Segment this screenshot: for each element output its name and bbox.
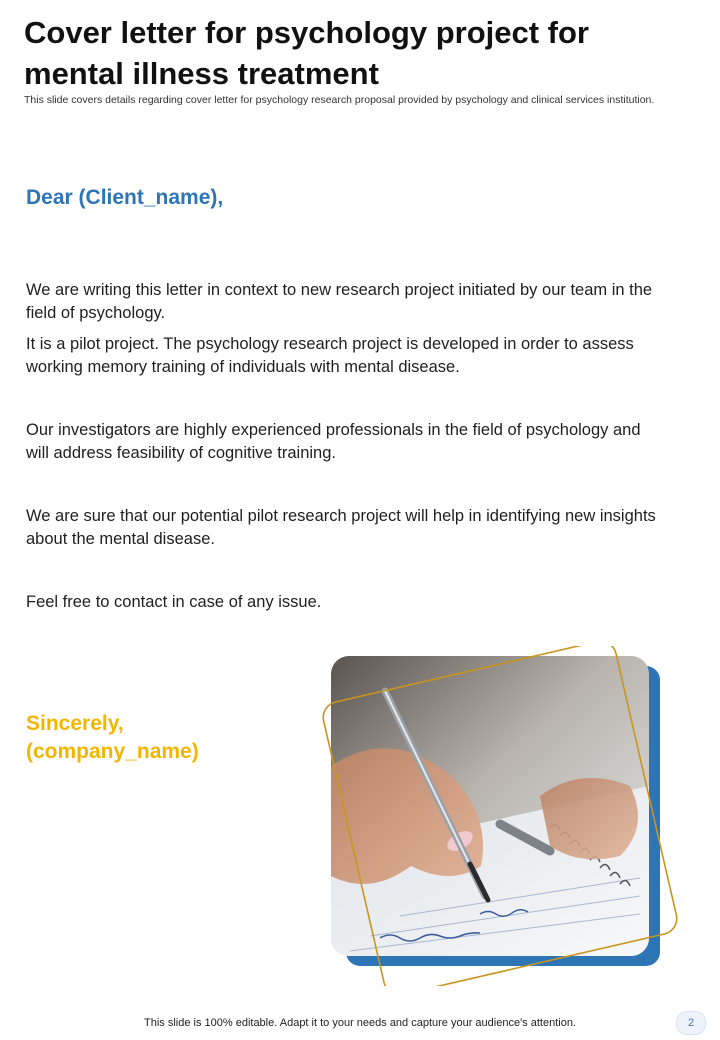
closing-company-name: (company_name) [26, 740, 199, 763]
page-title: Cover letter for psychology project for mental illness treatment [24, 15, 589, 91]
letter-paragraph-5: Feel free to contact in case of any issue. [26, 593, 322, 611]
letter-closing [26, 710, 199, 766]
photo [331, 656, 649, 956]
letter-greeting: Dear (Client_name), [26, 186, 224, 209]
hand-writing-with-pen-icon [310, 646, 680, 986]
writing-photo-group [310, 646, 680, 986]
closing-salutation: Sincerely, [26, 712, 124, 735]
letter-paragraph-2: It is a pilot project. The psychology research project is developed in order to assess working memory training of individuals with mental disease. [26, 335, 634, 376]
letter-paragraph-1: We are writing this letter in context to new research project initiated by our team in the field of psychology. [26, 281, 653, 322]
letter-paragraph-4: We are sure that our potential pilot research project will help in identifying new insights about the mental disease. [26, 507, 656, 548]
page-number-badge: 2 [676, 1011, 706, 1035]
footer-note: This slide is 100% editable. Adapt it to your needs and capture your audience's attention. [144, 1017, 576, 1029]
letter-paragraph-3: Our investigators are highly experienced professionals in the field of psychology and will address feasibility of cognitive training. [26, 421, 641, 462]
page-subtitle: This slide covers details regarding cover letter for psychology research proposal provided by psychology and clinical services institution. [24, 94, 655, 106]
